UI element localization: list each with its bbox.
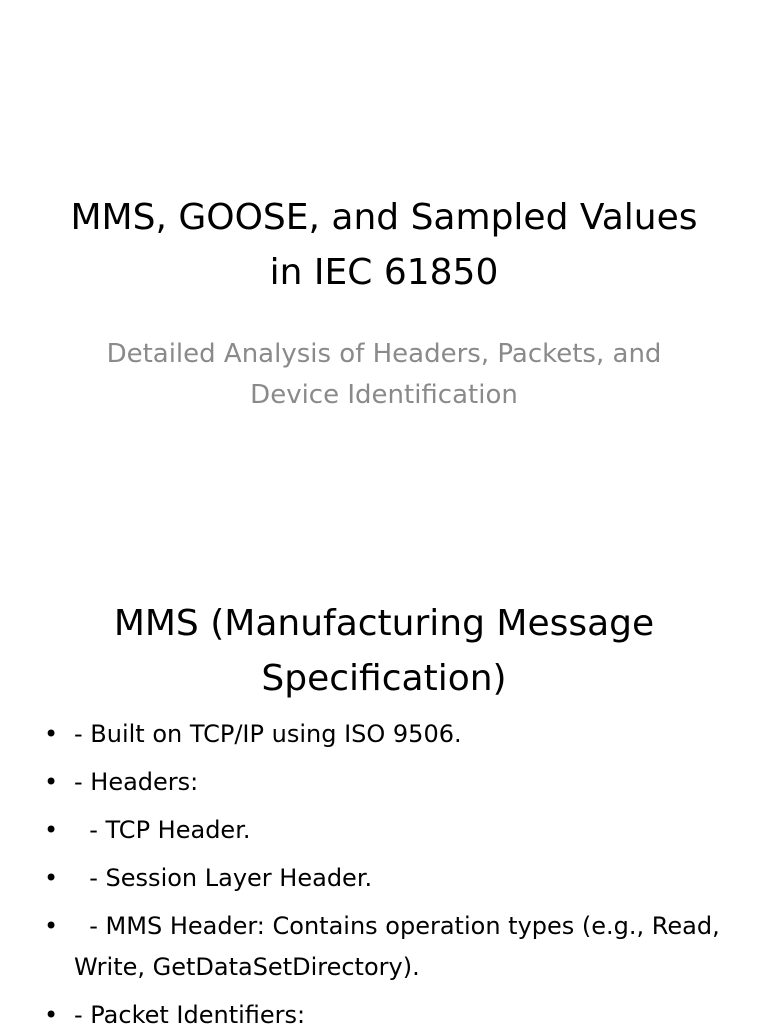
bullet-icon: • xyxy=(44,1001,59,1024)
bullet-item xyxy=(38,906,730,988)
bullet-icon: • xyxy=(44,816,59,844)
bullet-list xyxy=(38,714,730,1024)
content-slide-mms xyxy=(0,576,768,1024)
slide-title: MMS, GOOSE, and Sampled Values in IEC 61850 xyxy=(70,197,698,293)
bullet-text: - Packet Identifiers: xyxy=(74,1001,306,1024)
bullet-text: - Headers: xyxy=(74,768,199,796)
slide-subtitle: Detailed Analysis of Headers, Packets, and Device Identification xyxy=(106,339,662,410)
bullet-item xyxy=(38,762,730,803)
bullet-item xyxy=(38,995,730,1024)
bullet-icon: • xyxy=(44,912,59,940)
bullet-text: - Session Layer Header. xyxy=(74,864,373,892)
slide-title: MMS (Manufacturing Message Specification) xyxy=(113,603,655,699)
bullet-icon: • xyxy=(44,720,59,748)
bullet-icon: • xyxy=(44,768,59,796)
bullet-text: - MMS Header: Contains operation types (e.g., Read, Write, GetDataSetDirectory). xyxy=(74,912,728,981)
bullet-item xyxy=(38,858,730,899)
bullet-icon: • xyxy=(44,864,59,892)
bullet-item xyxy=(38,810,730,851)
bullet-item xyxy=(38,714,730,755)
bullet-text: - Built on TCP/IP using ISO 9506. xyxy=(74,720,462,748)
bullet-text: - TCP Header. xyxy=(74,816,251,844)
